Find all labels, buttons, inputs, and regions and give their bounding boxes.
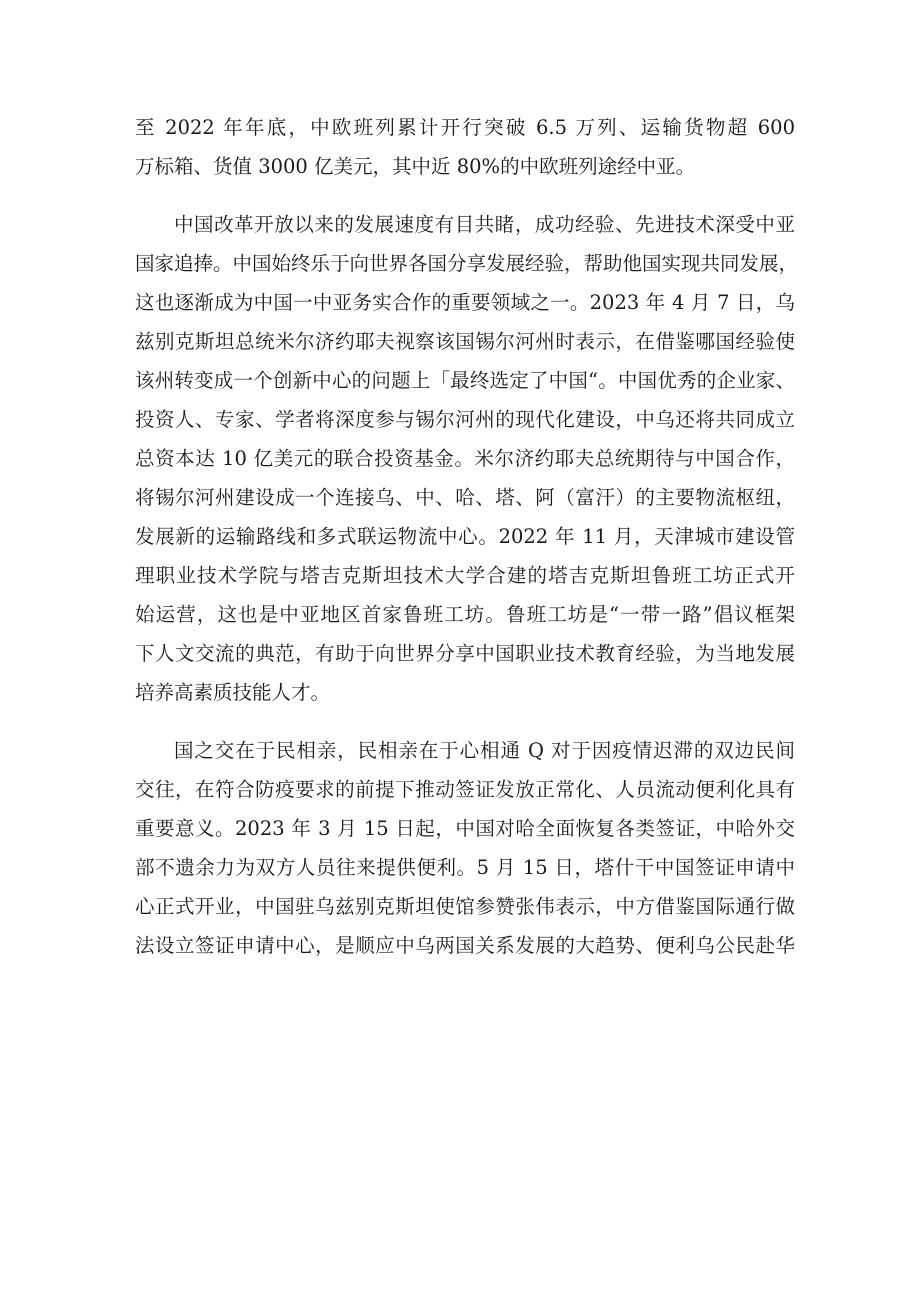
text-line: 下人文交流的典范，有助于向世界分享中国职业技术教育经验，为当地发展 bbox=[135, 642, 795, 665]
text-line: 始运营，这也是中亚地区首家鲁班工坊。鲁班工坊是“一带一路”倡议框架 bbox=[135, 603, 795, 626]
text-line: 部不遗余力为双方人员往来提供便利。5 月 15 日，塔什干中国签证申请中 bbox=[135, 856, 795, 879]
text-line: 中国改革开放以来的发展速度有目共睹，成功经验、先进技术深受中亚 bbox=[174, 213, 795, 236]
text-line: 万标箱、货值 3000 亿美元，其中近 80%的中欧班列途经中亚。 bbox=[135, 155, 696, 178]
text-line: 国家追捧。中国始终乐于向世界各国分享发展经验，帮助他国实现共同发展， bbox=[135, 252, 799, 275]
text-line: 至 2022 年年底，中欧班列累计开行突破 6.5 万列、运输货物超 600 bbox=[135, 116, 795, 139]
paragraph-rail-stats bbox=[135, 108, 795, 186]
text-line: 该州转变成一个创新中心的问题上「最终选定了中国“。中国优秀的企业家、 bbox=[135, 369, 795, 392]
text-line: 发展新的运输路线和多式联运物流中心。2022 年 11 月，天津城市建设管 bbox=[135, 525, 795, 548]
text-line: 这也逐渐成为中国一中亚务实合作的重要领域之一。2023 年 4 月 7 日，乌 bbox=[135, 291, 795, 314]
text-line: 法设立签证申请中心，是顺应中乌两国关系发展的大趋势、便利乌公民赴华 bbox=[135, 934, 795, 957]
text-line: 心正式开业，中国驻乌兹别克斯坦使馆参赞张伟表示，中方借鉴国际通行做 bbox=[135, 895, 795, 918]
text-line: 总资本达 10 亿美元的联合投资基金。米尔济约耶夫总统期待与中国合作， bbox=[135, 447, 795, 470]
text-line: 国之交在于民相亲，民相亲在于心相通 Q 对于因疫情迟滞的双边民间 bbox=[174, 739, 795, 762]
paragraph-people-exchange bbox=[135, 731, 795, 965]
text-line: 兹别克斯坦总统米尔济约耶夫视察该国锡尔河州时表示，在借鉴哪国经验使 bbox=[135, 330, 795, 353]
text-line: 重要意义。2023 年 3 月 15 日起，中国对哈全面恢复各类签证，中哈外交 bbox=[135, 817, 795, 840]
text-line: 将锡尔河州建设成一个连接乌、中、哈、塔、阿（富汗）的主要物流枢纽， bbox=[135, 486, 795, 509]
document-body bbox=[135, 108, 799, 984]
text-line: 理职业技术学院与塔吉克斯坦技术大学合建的塔吉克斯坦鲁班工坊正式开 bbox=[135, 564, 795, 587]
paragraph-development-experience bbox=[135, 205, 799, 712]
text-line: 交往，在符合防疫要求的前提下推动签证发放正常化、人员流动便利化具有 bbox=[135, 778, 795, 801]
text-line: 培养高素质技能人才。 bbox=[135, 681, 331, 704]
text-line: 投资人、专家、学者将深度参与锡尔河州的现代化建设，中乌还将共同成立 bbox=[135, 408, 795, 431]
